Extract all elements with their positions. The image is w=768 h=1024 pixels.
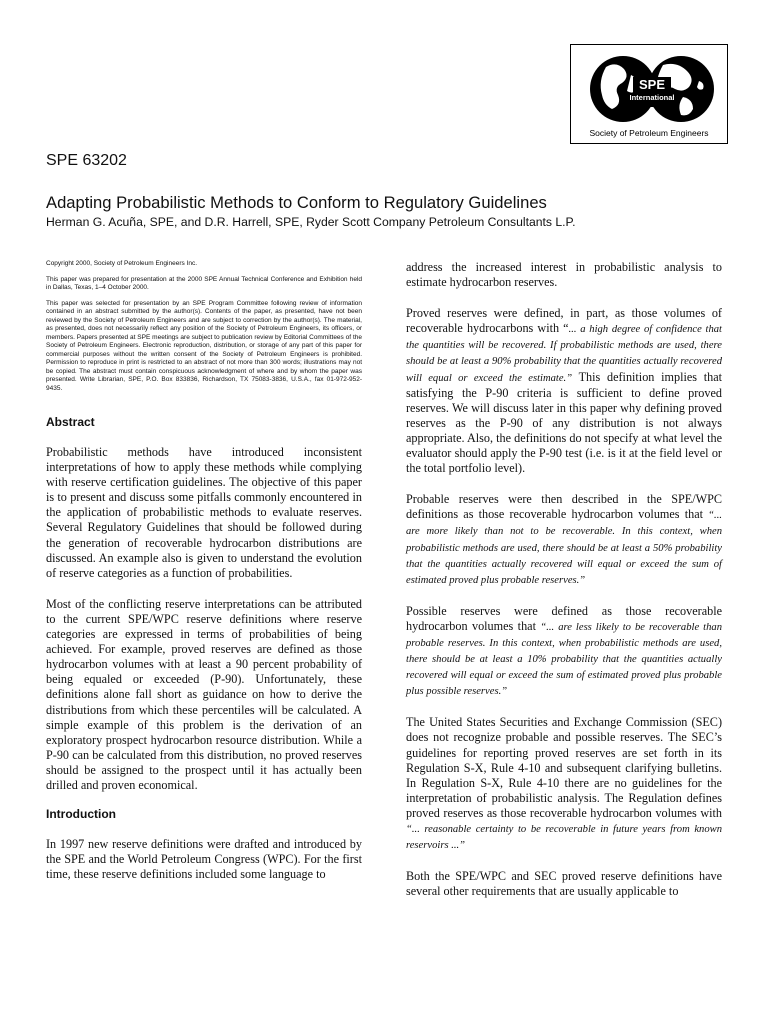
body-paragraph: The United States Securities and Exchange Commission (SEC) does not recognize probable and possible reserves. The SEC’s guidelines for reporting proved reserves are set forth in its Regulation S-X, Rule 4-10 and subsequent clarifying bulletins. In Regulation S-X, Rule 4-10 there are no guidelines for the interpretation of probabilistic analysis. The Regulation defines proved reserves as those recoverable hydrocarbon volumes with “... reasonable certainty to be recoverable in future years from known reservoirs ...” xyxy=(406,715,722,852)
body-paragraph: address the increased interest in probabilistic analysis to estimate hydrocarbon reserves. xyxy=(406,260,722,290)
left-column xyxy=(46,260,362,898)
abstract-heading: Abstract xyxy=(46,415,95,429)
copyright-notice: Copyright 2000, Society of Petroleum Engineers Inc. xyxy=(46,260,198,267)
introduction-heading: Introduction xyxy=(46,807,116,822)
body-paragraph: Probable reserves were then described in the SPE/WPC definitions as those recoverable hydrocarbon volumes that “... are more likely than not to be recoverable. In this context, when probabilistic methods are used, there should be at least a 50% probability that the quantities actually recovered will equal or exceed the sum of estimated proved plus probable reserves.” xyxy=(406,492,722,586)
paper-title: Adapting Probabilistic Methods to Conform to Regulatory Guidelines xyxy=(46,193,547,212)
logo-text-main: SPE xyxy=(638,77,665,92)
presentation-notice: This paper was prepared for presentation at the 2000 SPE Annual Technical Conference and Exhibition held in Dallas, Texas, 1–4 October 2000. xyxy=(46,275,362,291)
front-matter xyxy=(46,260,362,393)
abstract-paragraph: Probabilistic methods have introduced inconsistent interpretations of how to apply these methods while complying with reserve certification guidelines. The objective of this paper is to present and discuss some pitfalls commonly encountered in the application of probabilistic methods to evaluate reserves. Several Regulatory Guidelines that should be followed during the generation of recoverable hydrocarbon distributions are discussed. An example also is given to understand the evolution of reserve categories as a function of probabilities. xyxy=(46,445,362,580)
authors: Herman G. Acuña, SPE, and D.R. Harrell, SPE, Ryder Scott Company Petroleum Consultants L.P. xyxy=(46,215,576,229)
body-paragraph: Proved reserves were defined, in part, as those volumes of recoverable hydrocarbons with “... a high degree of confidence that the quantities will be recovered. If probabilistic methods are used, there should be at least a 90% probability that the quantities actually recovered will equal or exceed the estimate.” This definition implies that satisfying the P-90 criteria is sufficient to define proved reserves. We will discuss later in this paper why defining proved reserves as the P-90 of any distribution is not always appropriate. Also, the definitions do not specify at what level the evaluator should apply the P-90 test (i.e. is it at the field level or the total portfolio level). xyxy=(406,306,722,476)
introduction-paragraph: In 1997 new reserve definitions were drafted and introduced by the SPE and the World Petroleum Congress (WPC). For the first time, these reserve definitions included some language to xyxy=(46,837,362,882)
right-column xyxy=(406,260,722,915)
quote-text: “... reasonable certainty to be recoverable in future years from known reservoirs ...” xyxy=(406,824,722,852)
logo-text-sub: International xyxy=(629,93,675,102)
spe-logo xyxy=(570,44,728,144)
quote-text: “... are less likely to be recoverable than probable reserves. In this context, when probabilistic methods are used, there should be at least a 10% probability that the quantities actually recovered will equal or exceed the sum of estimated proved plus probable plus possible reserves.” xyxy=(406,621,722,698)
quote-text: ... a high degree of confidence that the quantities will be recovered. If probabilistic methods are used, there should be at least a 90% probability that the quantities actually recovered will equal or exceed the estimate.” xyxy=(406,324,722,384)
body-paragraph: Possible reserves were defined as those recoverable hydrocarbon volumes that “... are less likely to be recoverable than probable reserves. In this context, when probabilistic methods are used, there should be at least a 10% probability that the quantities actually recovered will equal or exceed the sum of estimated proved plus probable plus possible reserves.” xyxy=(406,603,722,698)
paper-number: SPE 63202 xyxy=(46,152,127,169)
body-paragraph: Both the SPE/WPC and SEC proved reserve definitions have several other requirements that are usually applicable to xyxy=(406,869,722,899)
review-notice: This paper was selected for presentation by an SPE Program Committee following review of information contained in an abstract submitted by the author(s). Contents of the paper, as presented, have not been reviewed by the Society of Petroleum Engineers and are subject to correction by the author(s). The material, as presented, does not necessarily reflect any position of the Society of Petroleum Engineers, its officers, or members. Papers presented at SPE meetings are subject to publication review by Editorial Committees of the Society of Petroleum Engineers. Electronic reproduction, distribution, or storage of any part of this paper for commercial purposes without the written consent of the Society of Petroleum Engineers is prohibited. Permission to reproduce in print is restricted to an abstract of not more than 300 words; illustrations may not be copied. The abstract must contain conspicuous acknowledgment of where and by whom the paper was presented. Write Librarian, SPE, P.O. Box 833836, Richardson, TX 75083-3836, U.S.A., fax 01-972-952-9435. xyxy=(46,299,362,392)
abstract-paragraph: Most of the conflicting reserve interpretations can be attributed to the current SPE/WPC reserve definitions where reserve categories are expressed in terms of probabilities of being achieved. For example, proved reserves are defined as those hydrocarbon volumes with at least a 90 percent probability of being equaled or exceeded (P-90). Unfortunately, these definitions alone fall short as guidance on how to derive the distributions from which these percentiles will be calculated. A simple example of this problem is the derivation of an exploratory prospect hydrocarbon resource distribution. While a P-90 can be calculated from this distribution, no proved reserves should be assigned to the prospect until it has actually been drilled and proven economical. xyxy=(46,596,362,792)
abstract-section xyxy=(46,415,362,882)
logo-tagline: Society of Petroleum Engineers xyxy=(589,128,709,138)
quote-text: “... are more likely than not to be recoverable. In this context, when probabilistic methods are used, there should be at least a 50% probability that the quantities actually recovered will equal or exceed the sum of estimated proved plus probable reserves.” xyxy=(406,510,722,586)
